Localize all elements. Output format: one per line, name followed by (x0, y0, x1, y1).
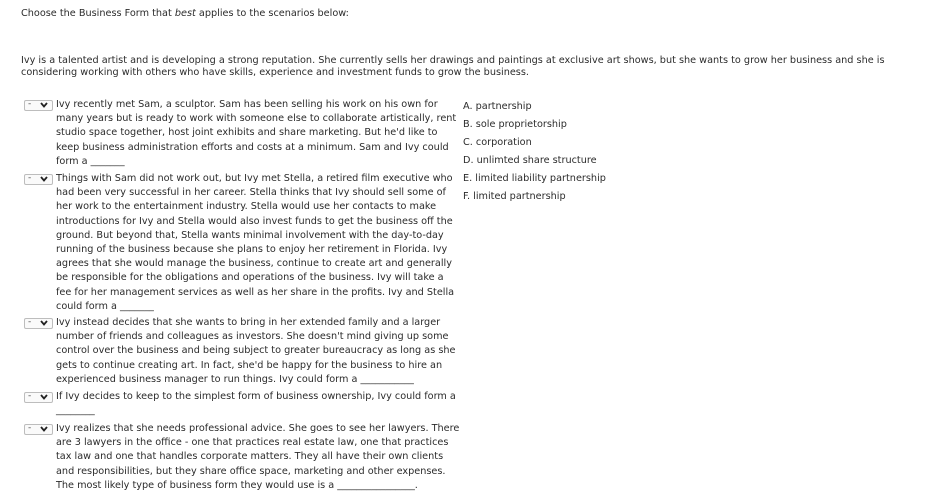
scenario-intro: Ivy is a talented artist and is developing a strong reputation. She currently sells her drawings and paintings at exclusive art shows, but she wants to grow her business and she is considering working with others who have skills, experience and investment funds to grow the business. (21, 55, 885, 78)
answer-select-5[interactable] (24, 424, 53, 435)
option-a: A. partnership (463, 101, 532, 112)
question-text: Things with Sam did not work out, but Ivy met Stella, a retired film executive who had been very successful in her career. Stella thinks that Ivy should sell some of her work to the entertainment industry. Stella would use her contacts to make introductions for Ivy and Stella would also invest funds to get the business off the ground. But beyond that, Stella wants minimal involvement with the day-to-day running of the business because she plans to enjoy her retirement in Florida. Ivy agrees that she would manage the business, continue to create art and generally be responsible for the obligations and operations of the business. Ivy will take a fee for her management services as well as her share in the profits. Ivy and Stella could form a _______ (56, 173, 455, 312)
answer-select-4[interactable] (24, 392, 53, 403)
select-value: - (28, 317, 32, 327)
chevron-down-icon (40, 320, 48, 326)
select-value: - (28, 391, 32, 401)
chevron-down-icon (40, 176, 48, 182)
option-b: B. sole proprietorship (463, 119, 567, 131)
select-value: - (28, 173, 32, 183)
chevron-down-icon (40, 102, 48, 108)
answer-options-list (463, 98, 606, 207)
option-c: C. corporation (463, 137, 532, 149)
answer-select-3[interactable] (24, 318, 53, 329)
question-text: Ivy instead decides that she wants to bring in her extended family and a larger number of friends and colleagues as investors. She doesn't mind giving up some control over the business and being subject to greater bureaucracy as long as she gets to continue creating art. In fact, she'd be happy for the business to hire an experienced business manager to run things. Ivy could form a ___________ (56, 317, 456, 385)
option-f: F. limited partnership (463, 191, 566, 203)
question-text: Ivy realizes that she needs professional advice. She goes to see her lawyers. There are 3 lawyers in the office - one that practices real estate law, one that practices tax law and one that handles corporate matters. They all have their own clients and responsibilities, but they share office space, marketing and other expenses. The most likely type of business form they would use is a ________________. (56, 423, 460, 491)
select-value: - (28, 423, 32, 433)
answer-select-2[interactable] (24, 174, 53, 185)
question-text: If Ivy decides to keep to the simplest form of business ownership, Ivy could form a ________ (56, 391, 456, 417)
question-text: Ivy recently met Sam, a sculptor. Sam has been selling his work on his own for many years but is ready to work with someone else to collaborate artistically, rent studio space together, host joint exhibits and share marketing. But he'd like to keep business administration efforts and costs at a minimum. Sam and Ivy could form a _______ (56, 99, 457, 167)
answer-select-1[interactable] (24, 100, 53, 111)
option-d: D. unlimted share structure (463, 155, 597, 167)
chevron-down-icon (40, 426, 48, 432)
option-e: E. limited liability partnership (463, 173, 606, 185)
instructions-title: Choose the Business Form that best applies to the scenarios below: (21, 8, 349, 19)
select-value: - (28, 99, 32, 109)
chevron-down-icon (40, 394, 48, 400)
